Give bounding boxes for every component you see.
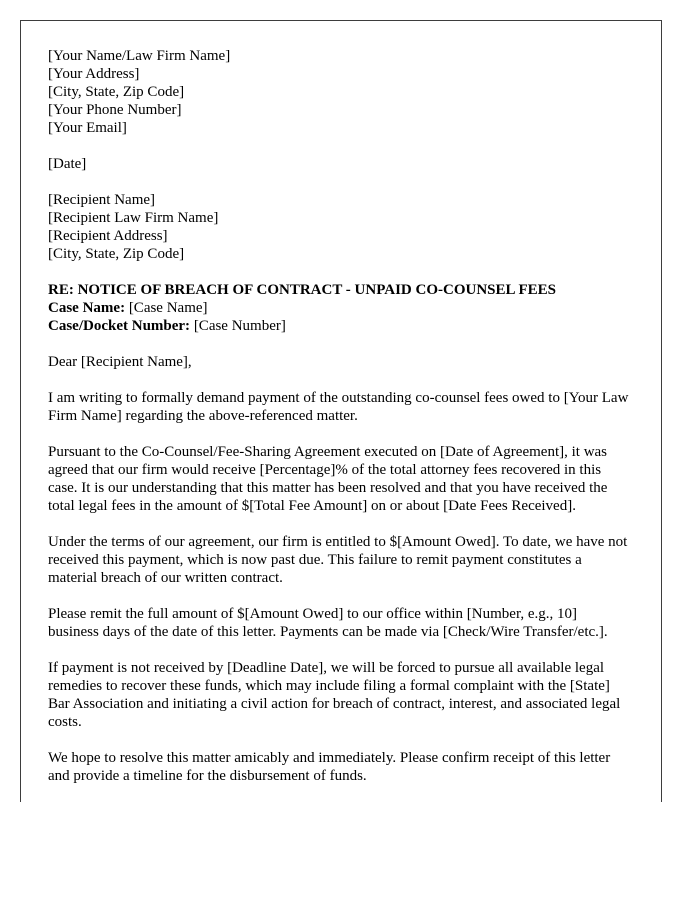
- sender-name: [Your Name/Law Firm Name]: [48, 48, 231, 64]
- case-name-line: [48, 299, 631, 317]
- sender-address-block: [48, 47, 631, 137]
- case-number-label: Case/Docket Number:: [48, 318, 191, 334]
- case-number-line: [48, 317, 631, 335]
- body-paragraph-4: Please remit the full amount of $[Amount Owed] to our office within [Number, e.g., 10] business days of the date of this letter. Payments can be made via [Check/Wire Transfer/etc.].: [48, 606, 608, 640]
- sender-email: [Your Email]: [48, 120, 127, 136]
- sender-phone: [Your Phone Number]: [48, 102, 182, 118]
- subject-block: [48, 281, 631, 335]
- sender-city-state-zip: [City, State, Zip Code]: [48, 84, 185, 100]
- case-name-value: [Case Name]: [128, 300, 208, 316]
- subject-line: RE: NOTICE OF BREACH OF CONTRACT - UNPAID CO-COUNSEL FEES: [48, 282, 556, 298]
- recipient-city-state-zip: [City, State, Zip Code]: [48, 246, 185, 262]
- body-paragraph-5: If payment is not received by [Deadline Date], we will be forced to pursue all available legal remedies to recover these funds, which may include filing a formal complaint with the [State] Bar Association and initiating a civil action for breach of contract, interest, and associated legal costs.: [48, 660, 621, 730]
- sender-address: [Your Address]: [48, 66, 140, 82]
- recipient-address: [Recipient Address]: [48, 228, 168, 244]
- body-paragraph-6: We hope to resolve this matter amicably and immediately. Please confirm receipt of this letter and provide a timeline for the disbursement of funds.: [48, 750, 611, 784]
- body-paragraph-2: Pursuant to the Co-Counsel/Fee-Sharing Agreement executed on [Date of Agreement], it was agreed that our firm would receive [Percentage]% of the total attorney fees recovered in this case. It is our understanding that this matter has been resolved and that you have received the total legal fees in the amount of $[Total Fee Amount] on or about [Date Fees Received].: [48, 444, 608, 514]
- case-name-label: Case Name:: [48, 300, 126, 316]
- recipient-law-firm: [Recipient Law Firm Name]: [48, 210, 219, 226]
- body-paragraph-3: Under the terms of our agreement, our firm is entitled to $[Amount Owed]. To date, we have not received this payment, which is now past due. This failure to remit payment constitutes a material breach of our written contract.: [48, 534, 628, 586]
- letter-document: [20, 20, 662, 802]
- date-line: [Date]: [48, 156, 87, 172]
- recipient-name: [Recipient Name]: [48, 192, 156, 208]
- salutation: Dear [Recipient Name],: [48, 354, 192, 370]
- recipient-address-block: [48, 191, 631, 263]
- body-paragraph-1: I am writing to formally demand payment of the outstanding co-counsel fees owed to [Your Law Firm Name] regarding the above-referenced matter.: [48, 390, 629, 424]
- case-number-value: [Case Number]: [193, 318, 286, 334]
